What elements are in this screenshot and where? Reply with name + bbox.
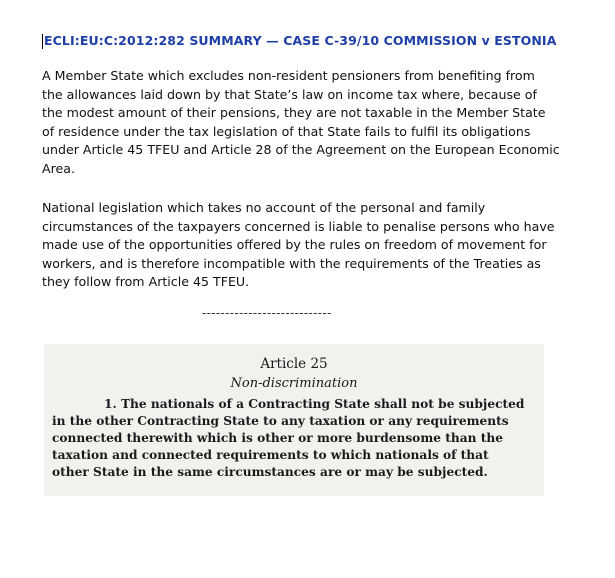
article-number: Article 25 <box>260 356 328 372</box>
paragraph-line: A Member State which excludes non-resident pensioners from benefiting from <box>42 68 535 83</box>
article-line: 1. The nationals of a Contracting State shall not be subjected <box>104 397 525 411</box>
paragraph-line: of residence under the tax legislation of that State fails to fulfil its obligations <box>42 123 531 139</box>
article-body <box>52 396 524 481</box>
paragraph-line: the modest amount of their pensions, they are not taxable in the Member State <box>42 105 546 120</box>
document-title: ECLI:EU:C:2012:282 SUMMARY — CASE C-39/10 COMMISSION v ESTONIA <box>44 33 557 48</box>
paragraph-line: under Article 45 TFEU and Article 28 of the Agreement on the European Economic <box>42 142 560 157</box>
paragraph-line: the allowances laid down by that State’s law on income tax where, because of <box>42 86 537 102</box>
article-heading: Non-discrimination <box>230 376 358 391</box>
summary-paragraph-2 <box>42 199 555 292</box>
separator-line: ---------------------------- <box>202 306 332 320</box>
text-cursor <box>42 34 43 49</box>
summary-paragraph-1 <box>42 67 560 178</box>
paragraph-line: made use of the opportunities offered by the rules on freedom of movement for <box>42 237 547 252</box>
paragraph-line: National legislation which takes no account of the personal and family <box>42 200 486 215</box>
paragraph-line: Area. <box>42 160 75 176</box>
article-line: connected therewith which is other or more burdensome than the <box>52 431 503 445</box>
article-line: taxation and connected requirements to which nationals of that <box>52 448 489 462</box>
article-line: in the other Contracting State to any taxation or any requirements <box>52 414 509 428</box>
paragraph-line: they follow from Article 45 TFEU. <box>42 274 250 289</box>
paragraph-line: circumstances of the taxpayers concerned is liable to penalise persons who have <box>42 218 555 234</box>
paragraph-line: workers, and is therefore incompatible with the requirements of the Treaties as <box>42 255 541 271</box>
article-line: other State in the same circumstances are or may be subjected. <box>52 465 488 479</box>
scanned-article-image <box>44 344 544 496</box>
